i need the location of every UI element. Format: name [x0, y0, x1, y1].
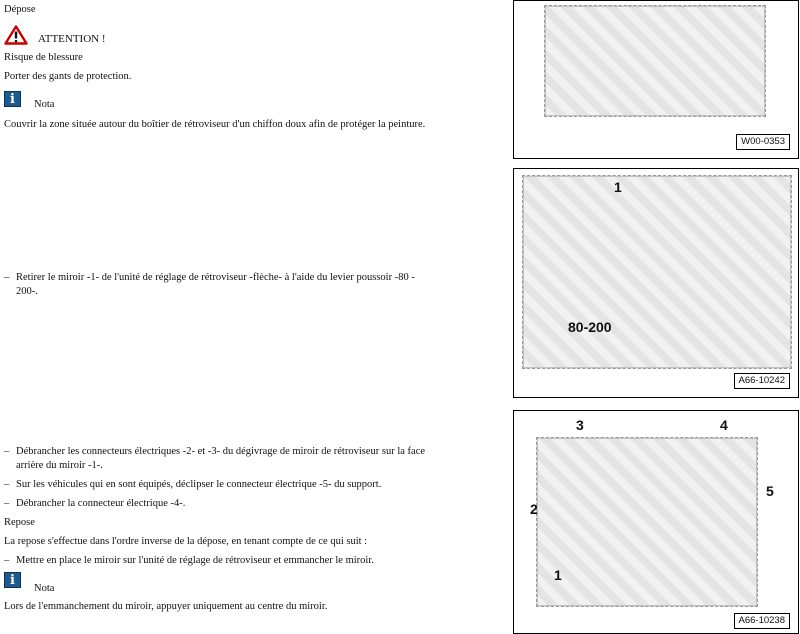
figure-code: A66-10238: [734, 613, 790, 629]
callout-1: 1: [554, 567, 562, 583]
callout-1: 1: [614, 179, 622, 195]
warning-triangle-icon: [4, 25, 28, 45]
figure-mirror-back: [513, 410, 799, 634]
step-retirer-line-1: – Retirer le miroir -1- de l'unité de réglage de rétroviseur -flèche- à l'aide du levier poussoir -80 -: [4, 272, 415, 283]
info-icon: i: [4, 91, 21, 107]
nota-1-label: Nota: [34, 99, 55, 110]
nota-1-text: Couvrir la zone située autour du boîtier de rétroviseur d'un chiffon doux afin de protéger la peinture.: [4, 119, 426, 130]
info-icon: i: [4, 572, 21, 588]
warning-line-2: Porter des gants de protection.: [4, 71, 132, 82]
step-retirer-line-2: 200-.: [16, 286, 38, 297]
nota-2-text: Lors de l'emmanchement du miroir, appuyer uniquement au centre du miroir.: [4, 601, 328, 612]
warning-title: ATTENTION !: [38, 33, 106, 45]
step-connecteurs-2: – Sur les véhicules qui en sont équipés, déclipser le connecteur électrique -5- du support.: [4, 479, 381, 490]
step-connecteurs-3: – Débrancher la connecteur électrique -4-.: [4, 498, 185, 509]
mirror-back-image: [536, 437, 758, 607]
tool-image: [544, 5, 766, 117]
callout-3: 3: [576, 417, 584, 433]
callout-80-200: 80-200: [568, 319, 612, 335]
callout-5: 5: [766, 483, 774, 499]
depose-heading: Dépose: [4, 4, 36, 15]
mirror-removal-image: [522, 175, 792, 369]
repose-heading: Repose: [4, 517, 35, 528]
figure-mirror-removal: [513, 168, 799, 398]
callout-4: 4: [720, 417, 728, 433]
figure-code: W00-0353: [736, 134, 790, 150]
callout-2: 2: [530, 501, 538, 517]
step-connecteurs-1-line-1: – Débrancher les connecteurs électriques -2- et -3- du dégivrage de miroir de rétroviseur sur la face: [4, 446, 425, 457]
repose-text: La repose s'effectue dans l'ordre inverse de la dépose, en tenant compte de ce qui suit :: [4, 536, 368, 547]
warning-line-1: Risque de blessure: [4, 52, 83, 63]
step-connecteurs-1-line-2: arrière du miroir -1-.: [16, 460, 103, 471]
nota-2-label: Nota: [34, 583, 55, 594]
figure-tool: [513, 0, 799, 159]
figure-code: A66-10242: [734, 373, 790, 389]
step-mettre: – Mettre en place le miroir sur l'unité de réglage de rétroviseur et emmancher le miroir.: [4, 555, 374, 566]
